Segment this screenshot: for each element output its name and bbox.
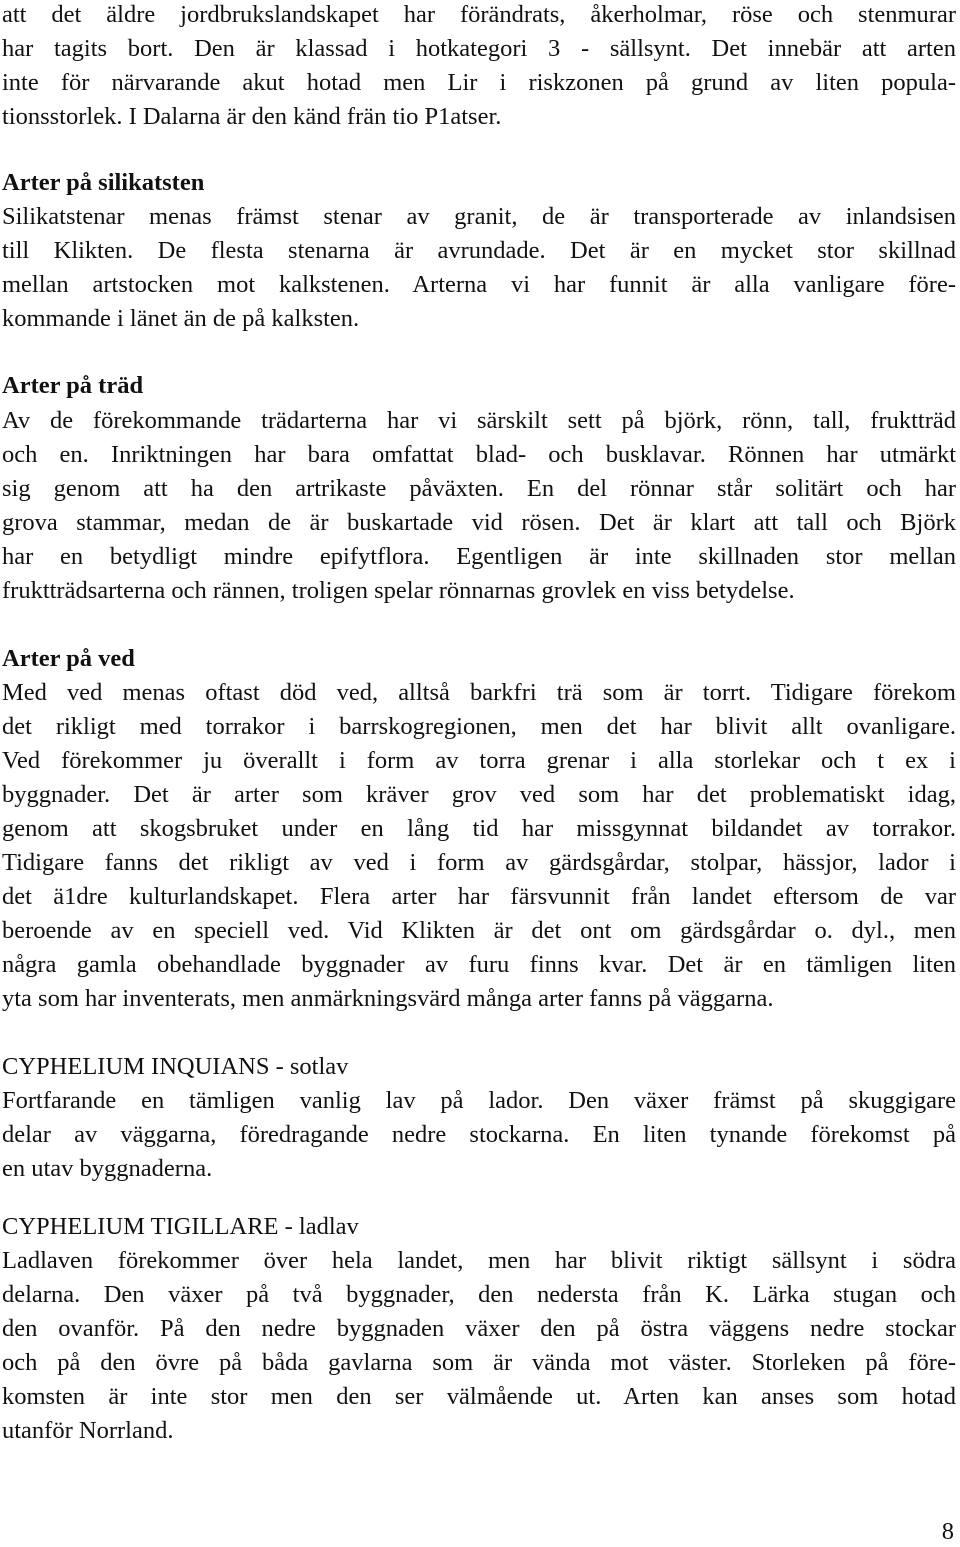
intro-line-4: tionsstorlek. I Dalarna är den känd frän tio P1atser. [2,103,502,130]
inquians-line-3: en utav byggnaderna. [2,1155,213,1182]
tigillare-line-3: den ovanför. På den nedre byggnaden växer den på östra väggens nedre stockar [2,1315,956,1342]
inquians-line-1: Fortfarande en tämligen vanlig lav på lador. Den växer främst på skuggigare [2,1087,956,1114]
trad-line-2: och en. Inriktningen har bara omfattat blad- och busklavar. Rönnen har utmärkt [2,441,956,468]
tigillare-line-5: komsten är inte stor men den ser välmående ut. Arten kan anses som hotad [2,1383,956,1410]
species-heading-cyphelium-tigillare: CYPHELIUM TIGILLARE - ladlav [2,1213,359,1240]
page-number: 8 [941,1518,954,1545]
intro-line-3: inte för närvarande akut hotad men Lir i riskzonen på grund av liten popula- [2,69,956,96]
ved-line-3: Ved förekommer ju överallt i form av torra grenar i alla storlekar och t ex i [2,747,956,774]
ved-line-1: Med ved menas oftast död ved, alltså barkfri trä som är torrt. Tidigare förekom [2,679,956,706]
tigillare-line-2: delarna. Den växer på två byggnader, den nedersta från K. Lärka stugan och [2,1281,956,1308]
species-heading-cyphelium-inquians: CYPHELIUM INQUIANS - sotlav [2,1053,349,1080]
trad-line-3: sig genom att ha den artrikaste påväxten. En del rönnar står solitärt och har [2,475,956,502]
trad-line-6: fruktträdsarterna och rännen, troligen spelar rönnarnas grovlek en viss betydelse. [2,577,795,604]
ved-line-7: det ä1dre kulturlandskapet. Flera arter har färsvunnit från landet eftersom de var [2,883,956,910]
tigillare-line-6: utanför Norrland. [2,1417,174,1444]
ved-line-10: yta som har inventerats, men anmärkningsvärd många arter fanns på väggarna. [2,985,774,1012]
ved-line-9: några gamla obehandlade byggnader av furu finns kvar. Det är en tämligen liten [2,951,956,978]
silikat-line-1: Silikatstenar menas främst stenar av granit, de är transporterade av inlandsisen [2,203,956,230]
trad-line-4: grova stammar, medan de är buskartade vid rösen. Det är klart att tall och Björk [2,509,956,536]
intro-line-1: att det äldre jordbrukslandskapet har förändrats, åkerholmar, röse och stenmurar [2,1,956,28]
section-heading-trad: Arter på träd [2,372,144,399]
ved-line-2: det rikligt med torrakor i barrskogregionen, men det har blivit allt ovanligare. [2,713,956,740]
section-heading-silikatsten: Arter på silikatsten [2,169,205,196]
silikat-line-3: mellan artstocken mot kalkstenen. Arterna vi har funnit är alla vanligare före- [2,271,956,298]
ved-line-5: genom att skogsbruket under en lång tid har missgynnat bildandet av torrakor. [2,815,956,842]
trad-line-1: Av de förekommande trädarterna har vi särskilt sett på björk, rönn, tall, fruktträd [2,407,956,434]
section-heading-ved: Arter på ved [2,645,135,672]
silikat-line-2: till Klikten. De flesta stenarna är avrundade. Det är en mycket stor skillnad [2,237,956,264]
ved-line-8: beroende av en speciell ved. Vid Klikten är det ont om gärdsgårdar o. dyl., men [2,917,956,944]
silikat-line-4: kommande i länet än de på kalksten. [2,305,360,332]
ved-line-4: byggnader. Det är arter som kräver grov ved som har det problematiskt idag, [2,781,956,808]
ved-line-6: Tidigare fanns det rikligt av ved i form av gärdsgårdar, stolpar, hässjor, lador i [2,849,956,876]
inquians-line-2: delar av väggarna, föredragande nedre stockarna. En liten tynande förekomst på [2,1121,956,1148]
trad-line-5: har en betydligt mindre epifytflora. Egentligen är inte skillnaden stor mellan [2,543,956,570]
intro-line-2: har tagits bort. Den är klassad i hotkategori 3 - sällsynt. Det innebär att arten [2,35,956,62]
tigillare-line-1: Ladlaven förekommer över hela landet, men har blivit riktigt sällsynt i södra [2,1247,956,1274]
tigillare-line-4: och på den övre på båda gavlarna som är vända mot väster. Storleken på före- [2,1349,956,1376]
